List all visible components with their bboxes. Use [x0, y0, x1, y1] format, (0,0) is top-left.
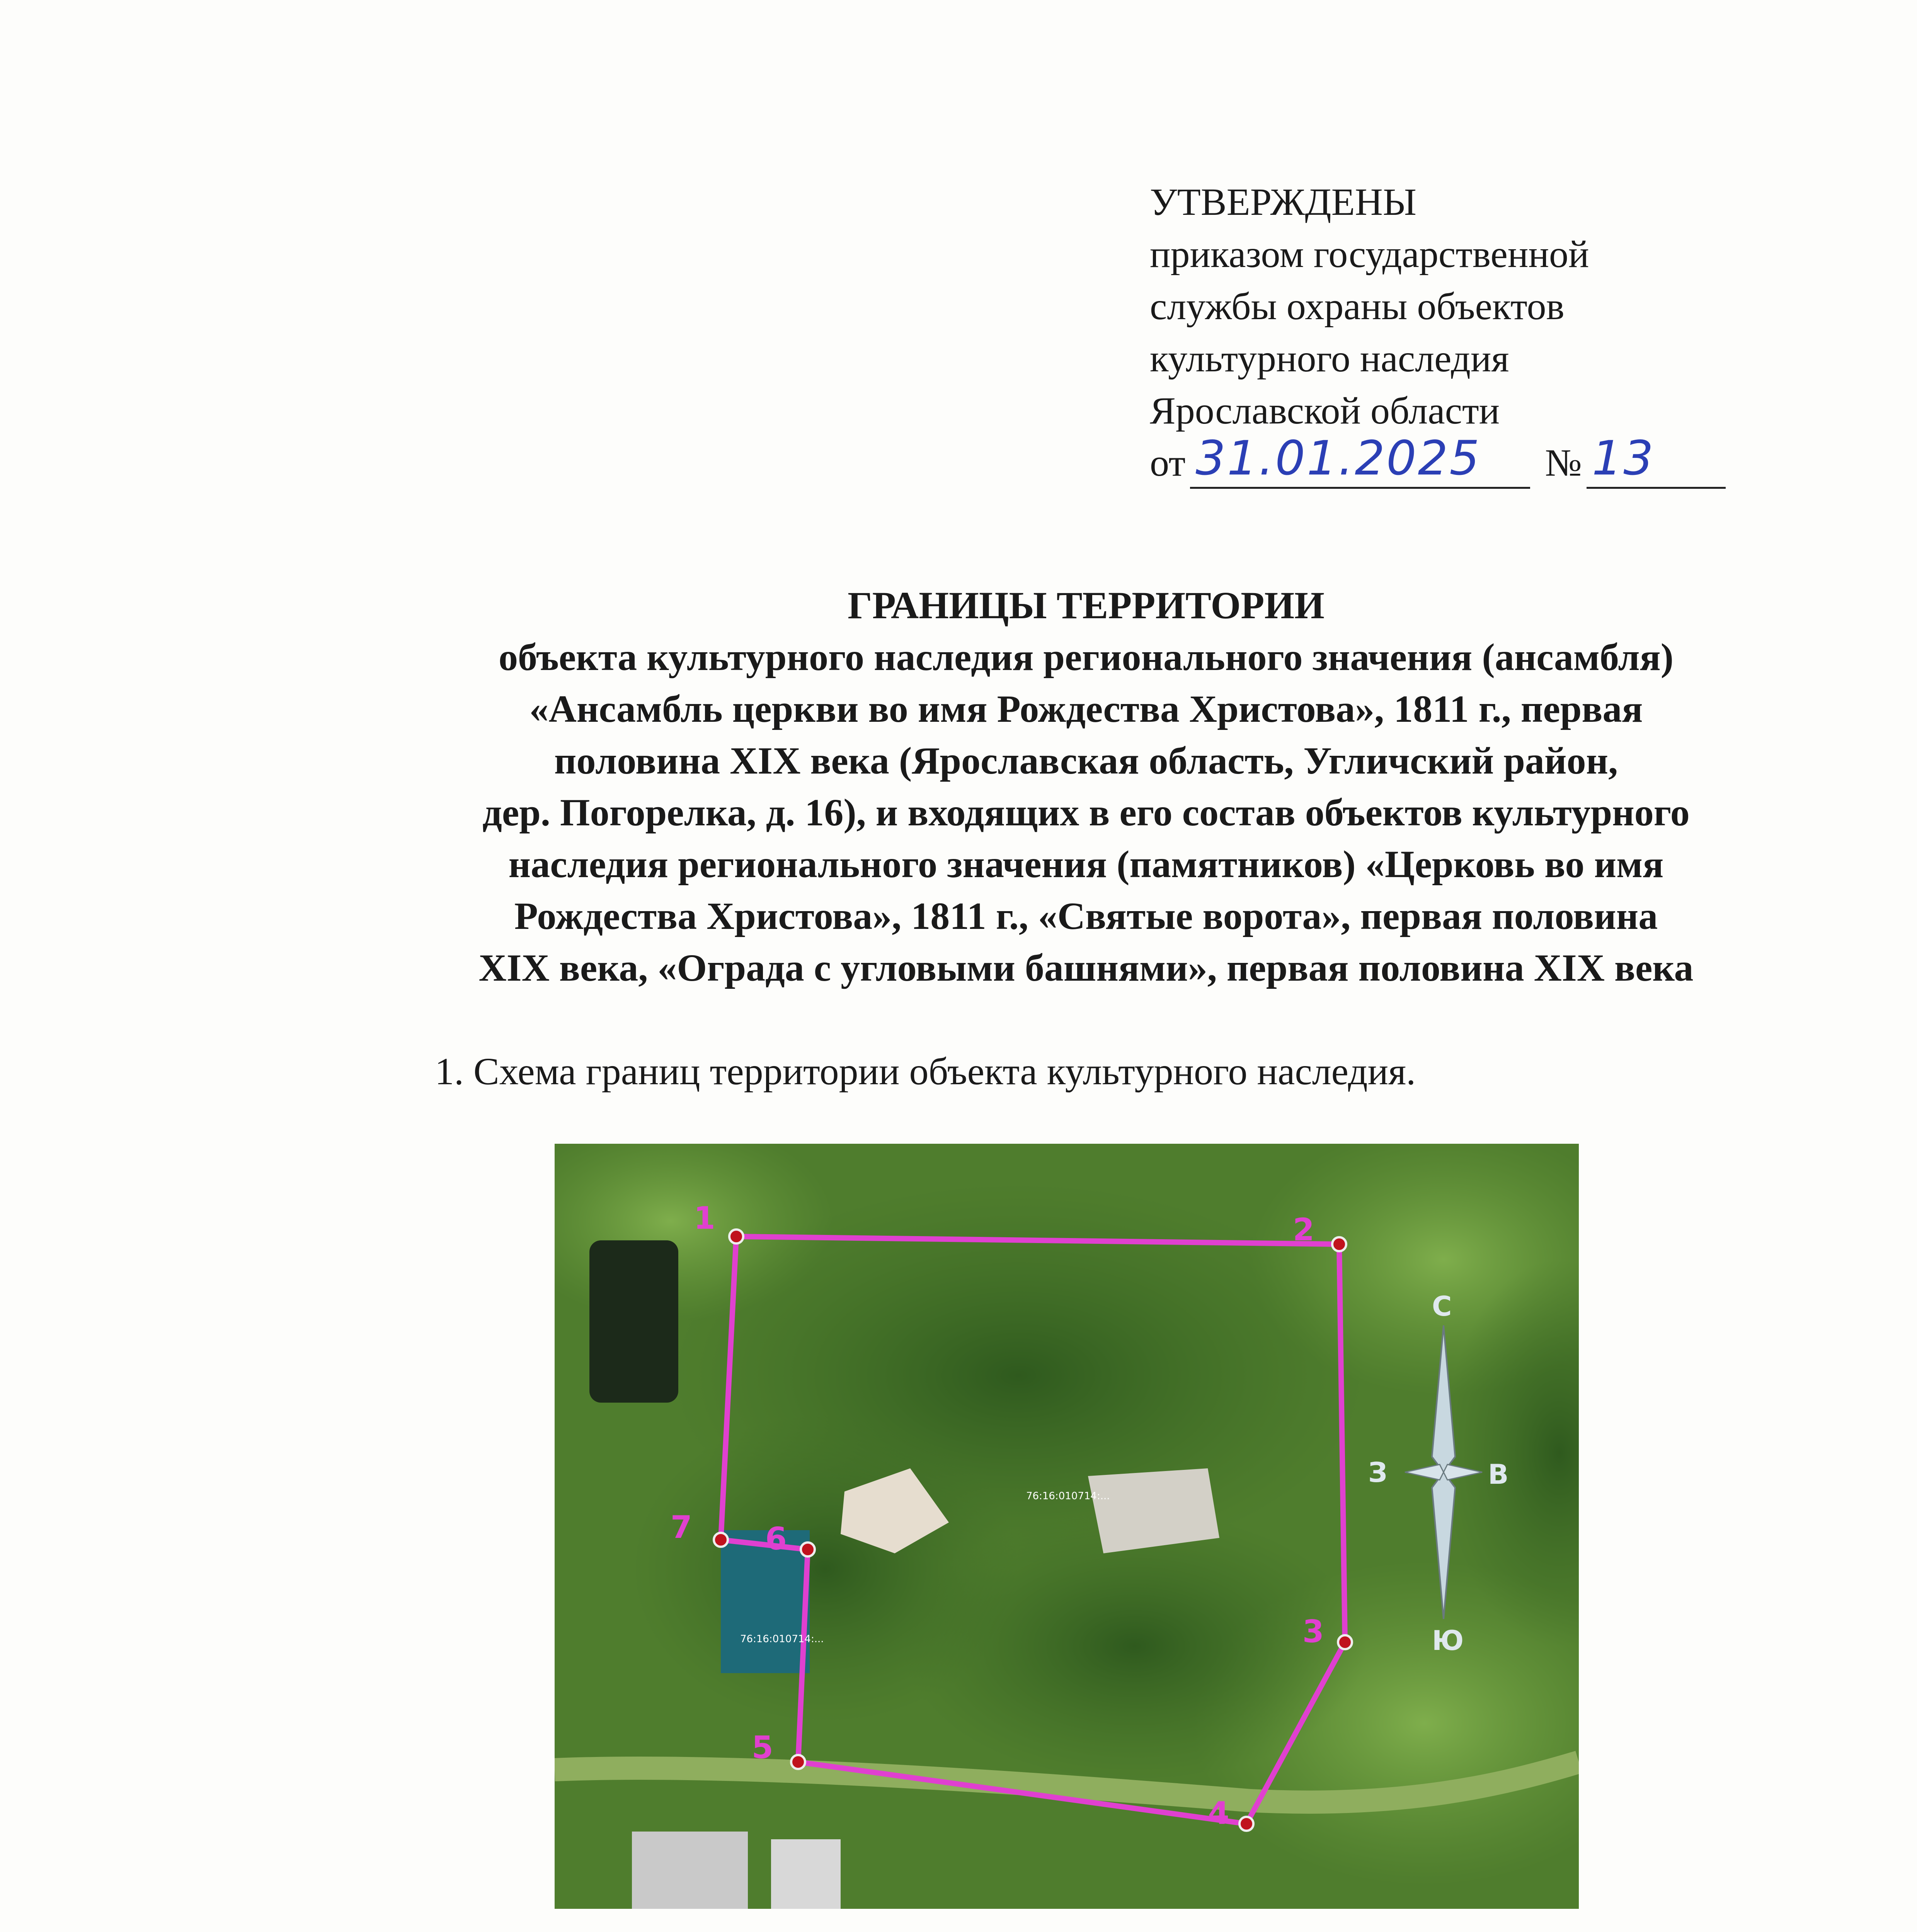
point-marker — [1239, 1817, 1253, 1831]
compass-south-label: Ю — [1432, 1625, 1464, 1656]
title-line: Рождества Христова», 1811 г., «Святые ворота», первая половина — [514, 895, 1658, 937]
title-heading: ГРАНИЦЫ ТЕРРИТОРИИ — [848, 584, 1325, 627]
number-prefix: № — [1545, 441, 1582, 484]
building — [771, 1839, 841, 1909]
approval-line: приказом государственной — [1150, 233, 1589, 276]
compass-west-label: З — [1368, 1457, 1388, 1488]
title-line: дер. Погорелка, д. 16), и входящих в его состав объектов культурного — [482, 791, 1690, 834]
boundary-map — [555, 1144, 1579, 1909]
point-marker — [1338, 1635, 1352, 1649]
date-field — [1190, 431, 1530, 489]
document-title — [332, 580, 1840, 994]
parcel-label: 76:16:010714:... — [1026, 1490, 1110, 1502]
title-line: «Ансамбль церкви во имя Рождества Христова», 1811 г., первая — [529, 687, 1643, 730]
point-label: 4 — [1208, 1795, 1229, 1831]
handwritten-date: 31.01.2025 — [1195, 431, 1481, 486]
point-marker — [729, 1230, 743, 1243]
compass-north-label: С — [1432, 1291, 1452, 1322]
approval-line: Ярославской области — [1150, 389, 1500, 432]
date-prefix: от — [1150, 441, 1186, 484]
title-line: XIX века, «Ограда с угловыми башнями», первая половина XIX века — [478, 946, 1694, 989]
parcel-label: 76:16:010714:... — [740, 1633, 824, 1645]
point-label: 7 — [671, 1509, 692, 1545]
point-label: 5 — [752, 1730, 773, 1765]
point-label: 3 — [1302, 1614, 1324, 1650]
building — [632, 1832, 748, 1909]
approval-line: культурного наследия — [1150, 337, 1509, 380]
title-line: наследия регионального значения (памятников) «Церковь во имя — [508, 843, 1664, 886]
title-line: объекта культурного наследия регионального значения (ансамбля) — [498, 636, 1674, 679]
point-marker — [801, 1543, 815, 1556]
point-marker — [791, 1755, 805, 1769]
number-field — [1587, 431, 1726, 489]
approval-date-number — [1150, 431, 1788, 489]
map-svg — [555, 1144, 1579, 1909]
point-label: 6 — [765, 1521, 787, 1557]
point-label: 1 — [694, 1200, 715, 1236]
pond — [589, 1240, 678, 1403]
approval-title: УТВЕРЖДЕНЫ — [1150, 180, 1417, 223]
point-marker — [1332, 1237, 1346, 1251]
tree-canopy — [902, 1511, 1366, 1781]
handwritten-number: 13 — [1592, 431, 1655, 486]
point-marker — [714, 1533, 728, 1547]
title-line: половина XIX века (Ярославская область, Угличский район, — [554, 739, 1618, 782]
point-label: 2 — [1293, 1212, 1314, 1248]
compass-east-label: В — [1488, 1459, 1509, 1490]
section-1-heading: 1. Схема границ территории объекта культурного наследия. — [435, 1050, 1416, 1093]
approval-line: службы охраны объектов — [1150, 285, 1565, 328]
approval-block — [1150, 176, 1788, 489]
